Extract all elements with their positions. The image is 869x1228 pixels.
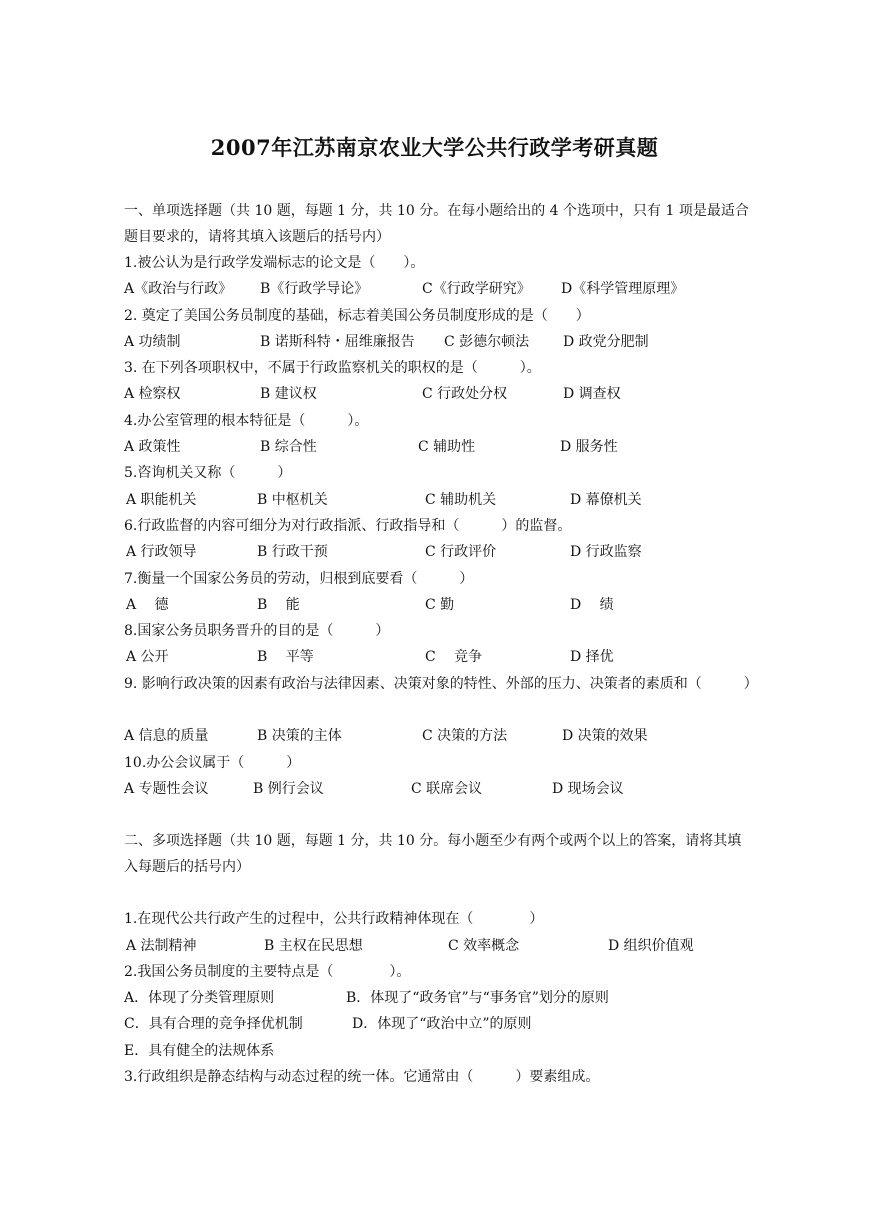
question-10: 10.办公会议属于（ ） — [124, 754, 301, 771]
question-5: 5.咨询机关又称（ ） — [124, 465, 292, 482]
s2-question-2-options-cd — [124, 1011, 752, 1037]
option-a: A 政策性 — [124, 439, 181, 456]
option-e: E．具有健全的法规体系 — [124, 1042, 275, 1059]
spacer — [124, 802, 752, 828]
question-1: 1.被公认为是行政学发端标志的论文是（ ）。 — [124, 255, 425, 271]
option-a: A 行政领导 — [126, 544, 197, 561]
option-a: A 检察权 — [124, 386, 181, 403]
option-c: C 联席会议 — [411, 780, 483, 797]
option-c: C 效率概念 — [448, 937, 520, 954]
option-a: A 法制精神 — [126, 937, 197, 954]
option-b: B 主权在民思想 — [264, 937, 363, 954]
option-c: C 勤 — [425, 596, 455, 613]
question-1-options — [124, 276, 752, 302]
question-6: 6.行政监督的内容可细分为对行政指派、行政指导和（ ）的监督。 — [124, 517, 572, 534]
option-d: D 绩 — [570, 596, 614, 613]
option-a: A 公开 — [126, 649, 169, 666]
option-b: B 能 — [257, 596, 300, 613]
question-9-text: 9. 影响行政决策的因素有政治与法律因素、决策对象的特性、外部的压力、决策者的素质和（ ） — [124, 675, 758, 692]
option-d: D 决策的效果 — [562, 728, 648, 745]
option-b: B 诺斯科特・屈维廉报告 — [260, 333, 415, 350]
question-7: 7.衡量一个国家公务员的劳动，归根到底要看（ ） — [124, 570, 474, 587]
question-5-options — [124, 487, 752, 513]
option-d: D 幕僚机关 — [570, 491, 642, 508]
page-title: 2007年江苏南京农业大学公共行政学考研真题 — [210, 135, 659, 160]
s2-question-3: 3.行政组织是静态结构与动态过程的统一体。它通常由（ ）要素组成。 — [124, 1069, 600, 1086]
question-8-options — [124, 644, 752, 670]
option-d: D 服务性 — [560, 439, 618, 456]
option-b: B 决策的主体 — [257, 728, 342, 745]
question-3: 3. 在下列各项职权中，不属于行政监察机关的职权的是（ ）。 — [124, 360, 541, 377]
option-a: A 功绩制 — [124, 333, 181, 350]
question-10-options — [124, 776, 752, 802]
option-c: C 竞争 — [425, 649, 483, 666]
option-c: C 辅助性 — [418, 439, 476, 456]
s2-question-2: 2.我国公务员制度的主要特点是（ ）。 — [124, 963, 411, 980]
option-d: D 行政监察 — [570, 544, 642, 561]
option-b: B《行政学导论》 — [260, 281, 369, 298]
option-b: B 平等 — [257, 649, 314, 666]
option-a: A 职能机关 — [126, 491, 197, 508]
option-d: D 现场会议 — [552, 780, 624, 797]
s2-question-1: 1.在现代公共行政产生的过程中，公共行政精神体现在（ ） — [124, 911, 544, 928]
option-d: D 组织价值观 — [608, 937, 694, 954]
s2-question-2-options-ab — [124, 985, 752, 1011]
section2-heading: 二、多项选择题（共 10 题，每题 1 分，共 10 分。每小题至少有两个或两个以上的答案，请将其填入每题后的括号内） — [124, 833, 742, 876]
question-7-options — [124, 592, 752, 618]
option-c: C 辅助机关 — [425, 491, 497, 508]
option-c: C 行政处分权 — [422, 386, 508, 403]
question-9-options — [124, 723, 752, 749]
question-8: 8.国家公务员职务晋升的目的是（ ） — [124, 623, 390, 640]
spacer — [124, 880, 752, 906]
question-4-options — [124, 434, 752, 460]
option-c: C．具有合理的竞争择优机制 — [124, 1016, 303, 1033]
document-body — [124, 198, 758, 1090]
option-a: A《政治与行政》 — [124, 281, 233, 298]
question-2: 2. 奠定了美国公务员制度的基础，标志着美国公务员制度形成的是（ ） — [124, 307, 590, 324]
question-3-options — [124, 381, 752, 407]
option-b: B 中枢机关 — [257, 491, 328, 508]
option-b: B 综合性 — [260, 439, 317, 456]
question-4: 4.办公室管理的根本特征是（ ）。 — [124, 412, 369, 429]
s2-question-2-options-e — [124, 1038, 752, 1064]
question-6-options — [124, 539, 752, 565]
section1-heading: 一、单项选择题（共 10 题，每题 1 分，共 10 分。在每小题给出的 4 个选项中，只有 1 项是最适合题目要求的，请将其填入该题后的括号内） — [124, 203, 749, 245]
option-a: A 专题性会议 — [124, 780, 209, 797]
option-a: A 德 — [126, 596, 169, 613]
option-c: C《行政学研究》 — [422, 281, 531, 298]
s2-question-1-options — [124, 933, 752, 959]
question-2-options — [124, 329, 752, 355]
option-b: B 建议权 — [260, 386, 317, 403]
option-d: D 政党分肥制 — [563, 333, 649, 350]
option-c: C 行政评价 — [425, 544, 497, 561]
option-a: A．体现了分类管理原则 — [124, 990, 275, 1007]
option-d: D 调查权 — [563, 386, 621, 403]
option-c: C 决策的方法 — [422, 728, 508, 745]
option-b: B 例行会议 — [253, 780, 324, 797]
option-b: B 行政干预 — [257, 544, 328, 561]
option-c: C 彭德尔顿法 — [444, 333, 530, 350]
option-d: D《科学管理原理》 — [561, 281, 685, 298]
option-d: D．体现了“政治中立”的原则 — [352, 1016, 532, 1033]
question-9 — [124, 671, 758, 724]
option-b: B．体现了“政务官”与“事务官”划分的原则 — [346, 990, 609, 1007]
option-d: D 择优 — [570, 649, 614, 666]
option-a: A 信息的质量 — [124, 728, 209, 745]
